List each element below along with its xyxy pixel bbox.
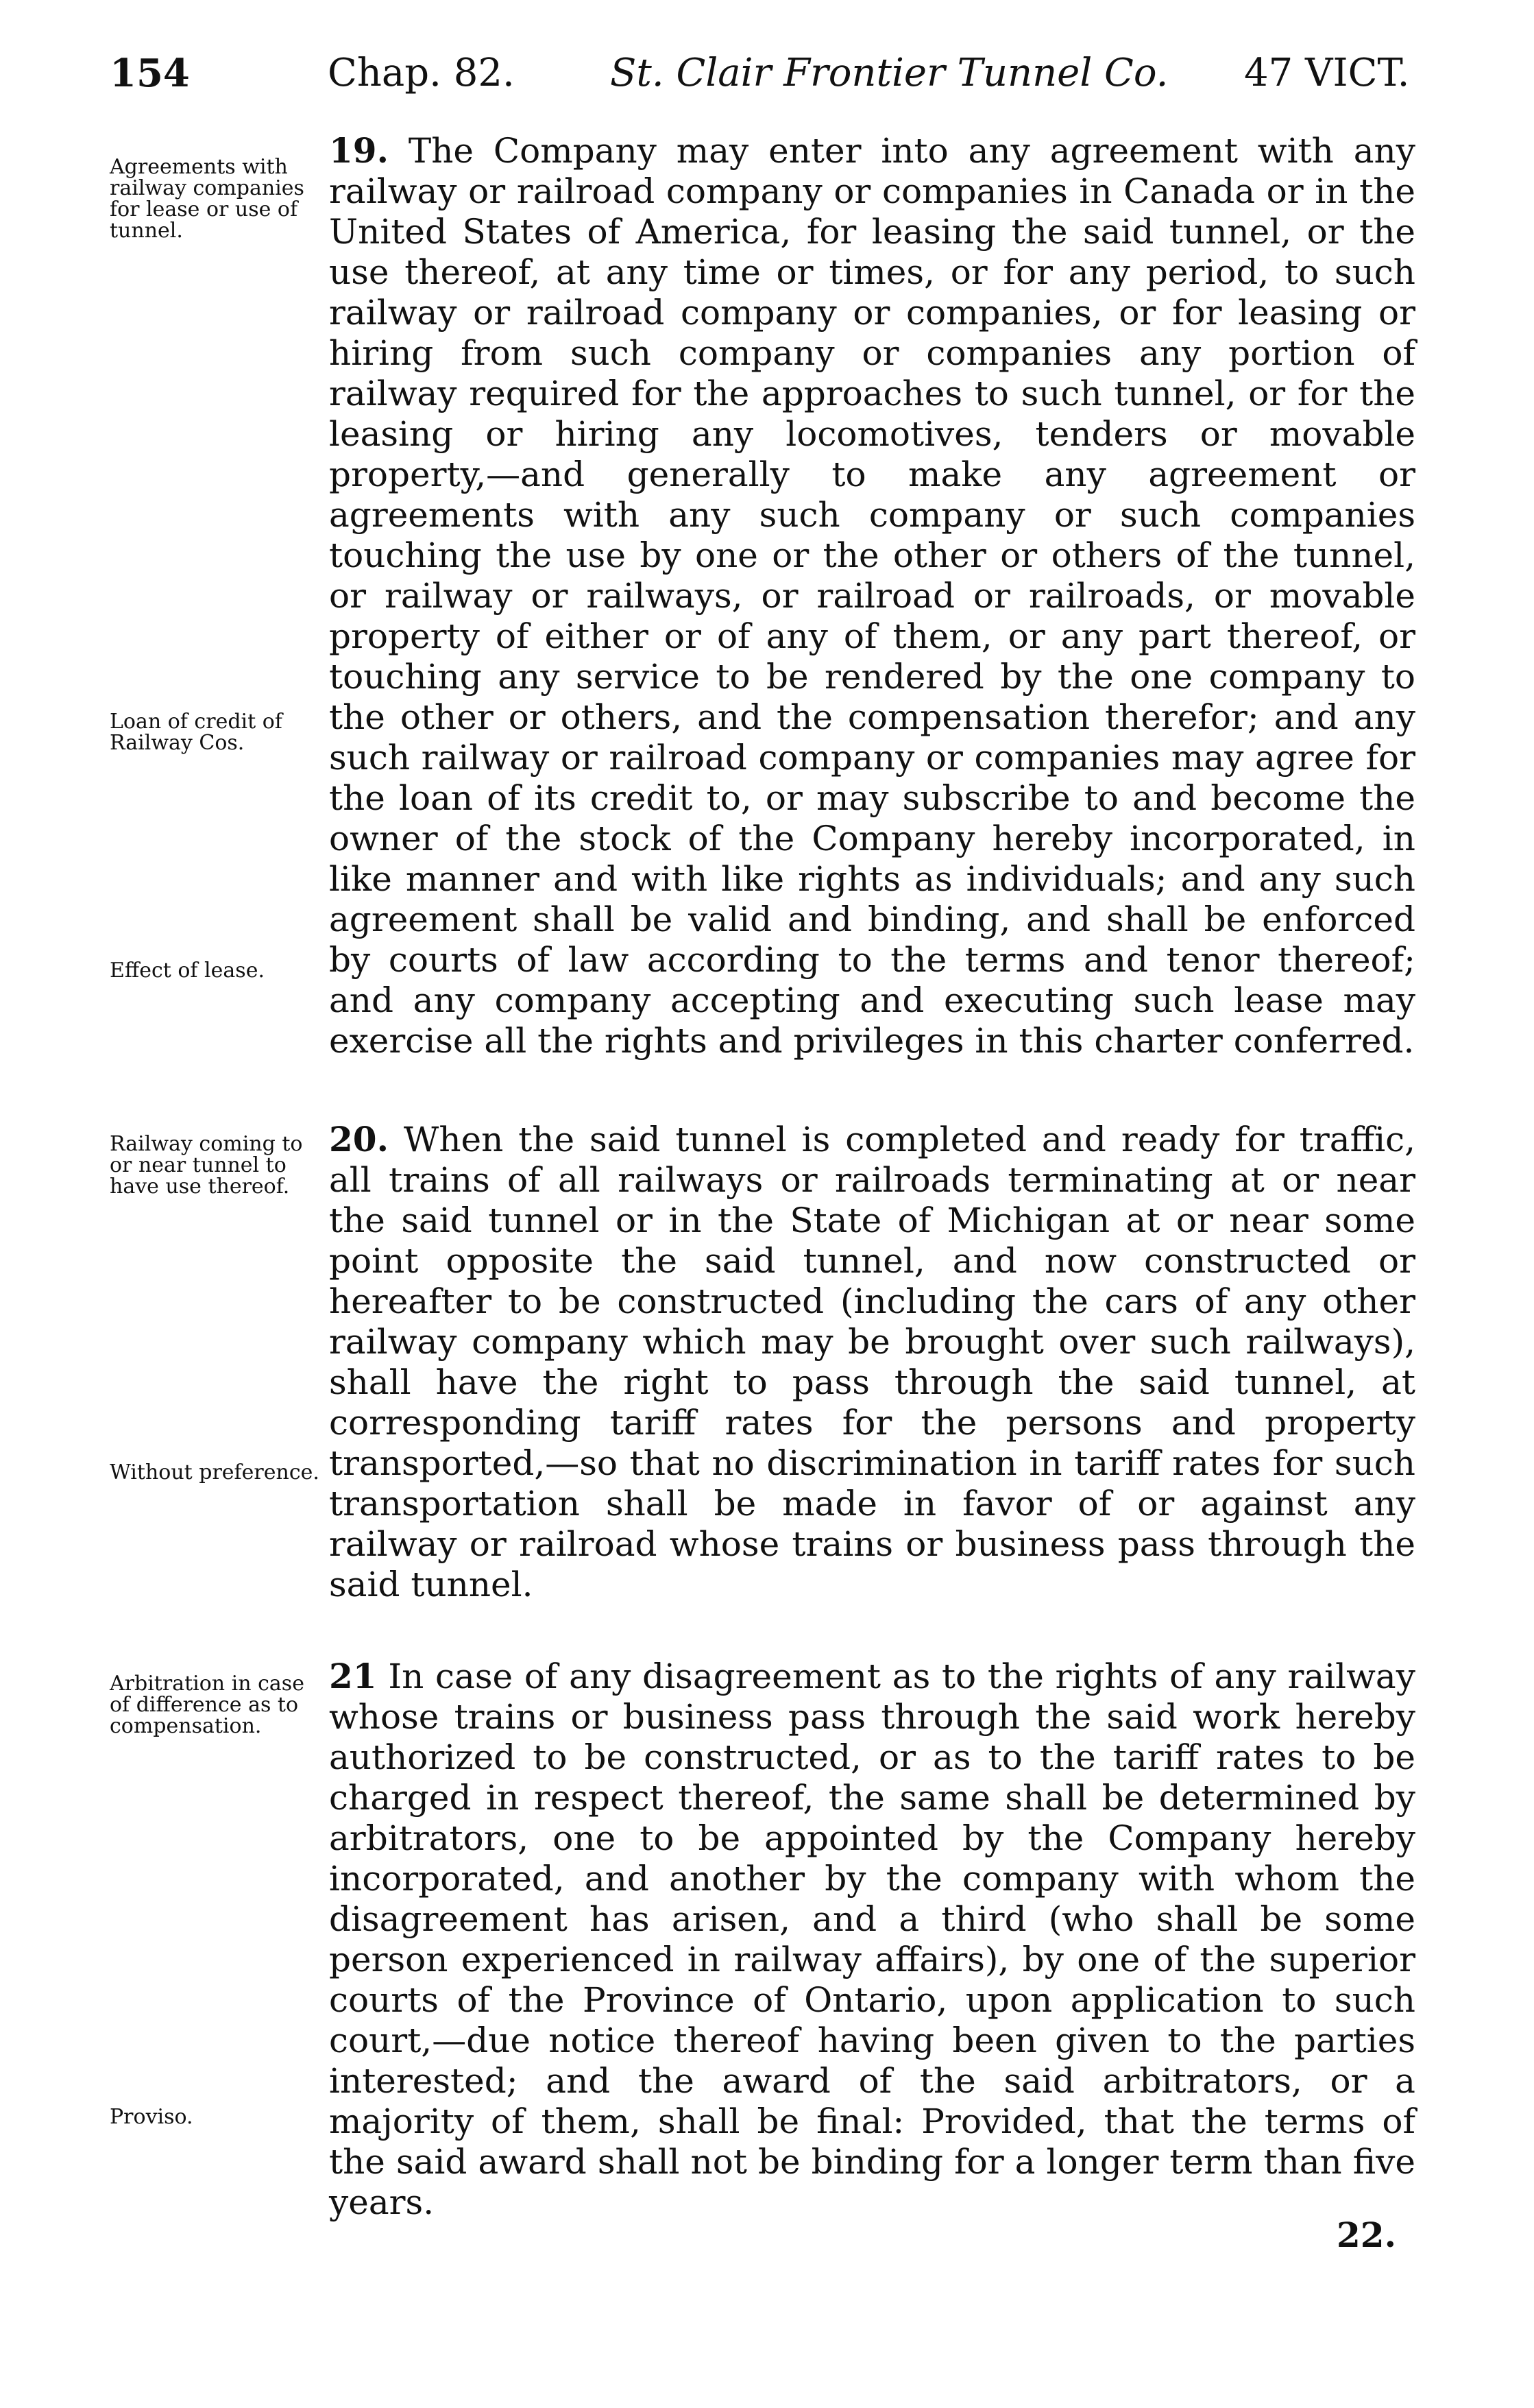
margin-note-effect-of-lease: Effect of lease. [110,959,265,983]
chapter-label: Chap. 82. [328,51,515,95]
margin-note-without-preference: Without preference. [110,1460,319,1484]
catchword: 22. [1337,2215,1396,2255]
section-19 [329,130,1415,1061]
running-title: St. Clair Frontier Tunnel Co. [610,51,1169,95]
margin-note-railway-use: Railway coming to or near tunnel to have use thereof. [110,1132,303,1199]
section-number: 21 [329,1656,377,1696]
running-header [0,36,1534,111]
margin-note-loan-of-credit: Loan of credit of Railway Cos. [110,710,282,755]
section-text: In case of any disagreement as to the rights of any railway whose trains or business pass through the said work hereby authorized to be constructed, or as to the tariff rates to be charged in respect thereof, the same shall be determined by arbitrators, one to be appointed by the Company hereby incorporated, and another by the company with whom the disagreement has arisen, and a third (who shall be some person experienced in railway affairs), by one of the superior courts of the Province of Ontario, upon application to such court,—due notice thereof having been given to the parties interested; and the award of the said arbitrators, or a majority of them, shall be final: Provided, that the terms of the said award shall not be binding for a longer term than five years. [329,1657,1415,2222]
section-21 [329,1656,1415,2223]
section-number: 19. [329,130,389,171]
margin-note-proviso: Proviso. [110,2105,193,2129]
page-number: 154 [110,51,190,96]
session-label: 47 VICT. [1244,51,1410,95]
margin-note-arbitration: Arbitration in case of difference as to compensation. [110,1672,304,1738]
section-number: 20. [329,1119,389,1159]
section-20 [329,1119,1415,1605]
section-text: The Company may enter into any agreement with any railway or railroad company or companies in Canada or in the United States of America, for leasing the said tunnel, or the use thereof, at any time or times, or for any period, to such railway or railroad company or companies, or for leasing or hiring from such company or companies any portion of railway required for the approaches to such tunnel, or for the leasing or hiring any locomotives, tenders or movable property,—and generally to make any agreement or agreements with any such company or such companies touching the use by one or the other or others of the tunnel, or railway or railways, or railroad or railroads, or movable property of either or of any of them, or any part thereof, or touching any service to be rendered by the one company to the other or others, and the compensation therefor; and any such railway or railroad company or companies may agree for the loan of its credit to, or may subscribe to and become the owner of the stock of the Company hereby incorporated, in like manner and with like rights as individuals; and any such agreement shall be valid and binding, and shall be enforced by courts of law according to the terms and tenor thereof; and any company accepting and executing such lease may exercise all the rights and privileges in this charter conferred. [329,131,1415,1061]
margin-note-agreements: Agreements with railway companies for lease or use of tunnel. [110,155,304,243]
section-text: When the said tunnel is completed and ready for traffic, all trains of all railways or railroads terminating at or near the said tunnel or in the State of Michigan at or near some point opposite the said tunnel, and now constructed or hereafter to be constructed (including the cars of any other railway company which may be brought over such railways), shall have the right to pass through the said tunnel, at corresponding tariff rates for the persons and property transported,—so that no discrimination in tariff rates for such transportation shall be made in favor of or against any railway or railroad whose trains or business pass through the said tunnel. [329,1120,1415,1604]
